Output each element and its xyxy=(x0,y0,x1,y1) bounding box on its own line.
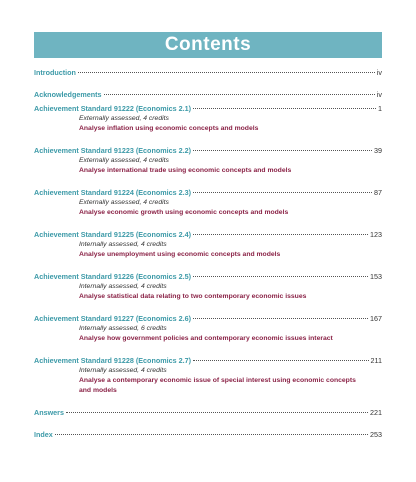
dot-leader xyxy=(193,108,376,109)
toc-entry-page: iv xyxy=(376,90,382,99)
toc-entry-economics-2-6[interactable] xyxy=(34,314,382,344)
dot-leader xyxy=(193,318,368,319)
toc-entry-page: 153 xyxy=(370,272,382,281)
toc-entry-page: 39 xyxy=(374,146,382,155)
toc-entry-page: 221 xyxy=(370,408,382,417)
toc-entry-economics-2-3[interactable] xyxy=(34,188,382,218)
dot-leader xyxy=(193,234,368,235)
contents-heading: Contents xyxy=(164,34,252,55)
assessment-info: Externally assessed, 4 credits xyxy=(79,115,169,122)
assessment-info: Internally assessed, 4 credits xyxy=(79,241,167,248)
toc-entry-title[interactable]: Achievement Standard 91223 (Economics 2.2) xyxy=(34,146,191,155)
toc-entry-title[interactable]: Achievement Standard 91228 (Economics 2.7) xyxy=(34,356,191,365)
assessment-info: Internally assessed, 4 credits xyxy=(79,283,167,290)
toc-entry-title[interactable]: Achievement Standard 91227 (Economics 2.6) xyxy=(34,314,191,323)
toc-entry-economics-2-7[interactable] xyxy=(34,356,382,396)
dot-leader xyxy=(193,192,372,193)
toc-entry-economics-2-4[interactable] xyxy=(34,230,382,260)
toc-entry-page: 87 xyxy=(374,188,382,197)
toc-entry-introduction[interactable] xyxy=(34,68,382,78)
toc-entry-index[interactable] xyxy=(34,430,382,440)
toc-entry-title[interactable]: Acknowledgements xyxy=(34,90,102,99)
dot-leader xyxy=(193,150,372,151)
dot-leader xyxy=(78,72,375,73)
standard-description: Analyse how government policies and contemporary economic issues interact xyxy=(79,335,333,342)
toc-entry-page: 123 xyxy=(370,230,382,239)
dot-leader xyxy=(193,360,369,361)
toc-entry-economics-2-1[interactable] xyxy=(34,104,382,134)
standard-description: Analyse a contemporary economic issue of special interest using economic concepts xyxy=(79,377,356,384)
toc-entry-title[interactable]: Achievement Standard 91225 (Economics 2.4) xyxy=(34,230,191,239)
assessment-info: Internally assessed, 4 credits xyxy=(79,367,167,374)
toc-entry-answers[interactable] xyxy=(34,408,382,418)
standard-description: Analyse economic growth using economic concepts and models xyxy=(79,209,289,216)
toc-entry-page: iv xyxy=(376,68,382,77)
toc-entry-economics-2-5[interactable] xyxy=(34,272,382,302)
standard-description: Analyse statistical data relating to two contemporary economic issues xyxy=(79,293,307,300)
dot-leader xyxy=(193,276,368,277)
toc-entry-title[interactable]: Introduction xyxy=(34,68,76,77)
assessment-info: Externally assessed, 4 credits xyxy=(79,157,169,164)
toc-entry-title[interactable]: Achievement Standard 91222 (Economics 2.1) xyxy=(34,104,191,113)
standard-description: Analyse inflation using economic concepts and models xyxy=(79,125,259,132)
dot-leader xyxy=(104,94,375,95)
toc-entry-page: 1 xyxy=(378,104,382,113)
contents-banner xyxy=(34,32,382,58)
toc-entry-title[interactable]: Index xyxy=(34,430,53,439)
assessment-info: Internally assessed, 6 credits xyxy=(79,325,167,332)
toc-entry-title[interactable]: Achievement Standard 91226 (Economics 2.5) xyxy=(34,272,191,281)
toc-entry-economics-2-2[interactable] xyxy=(34,146,382,176)
standard-description: Analyse international trade using economic concepts and models xyxy=(79,167,292,174)
toc-entry-page: 211 xyxy=(370,356,382,365)
toc-entry-title[interactable]: Answers xyxy=(34,408,64,417)
standard-description-continued: and models xyxy=(79,387,117,394)
dot-leader xyxy=(55,434,368,435)
toc-entry-title[interactable]: Achievement Standard 91224 (Economics 2.3) xyxy=(34,188,191,197)
standard-description: Analyse unemployment using economic concepts and models xyxy=(79,251,281,258)
toc-entry-acknowledgements[interactable] xyxy=(34,90,382,100)
assessment-info: Externally assessed, 4 credits xyxy=(79,199,169,206)
toc-entry-page: 253 xyxy=(370,430,382,439)
toc-entry-page: 167 xyxy=(370,314,382,323)
dot-leader xyxy=(66,412,368,413)
